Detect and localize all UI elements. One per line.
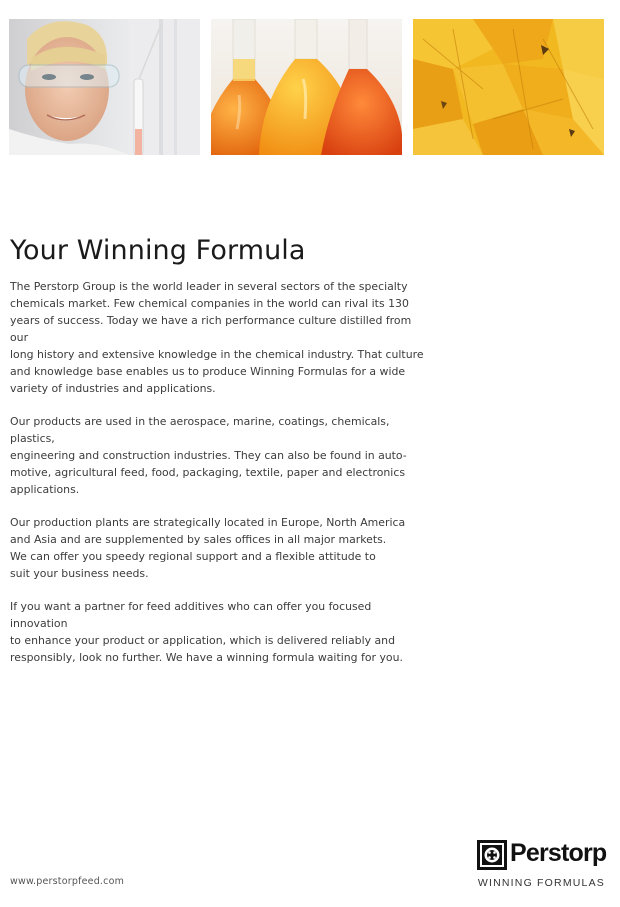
paragraph-production: Our production plants are strategically located in Europe, North America and Asia and are supplemented by sales offices in all major markets. We can offer you speedy regional support and a flexible attitude to suit your business needs.	[10, 516, 406, 580]
lab-flasks-photo	[211, 19, 402, 155]
perstorp-logo	[477, 840, 605, 890]
paragraph-intro: The Perstorp Group is the world leader in several sectors of the specialty chemicals market. Few chemical companies in the world can rival its 130 years of success. Today we have a rich performance culture distilled from our long history and extensive knowledge in the chemical industry. That culture and knowledge base enables us to produce Winning Formulas for a wide variety of industries and applications.	[10, 280, 424, 395]
logo-tagline: WINNING FORMULAS	[477, 877, 605, 889]
logo-wordmark: Perstorp	[510, 839, 607, 867]
body-text	[10, 278, 430, 682]
page-title: Your Winning Formula	[10, 235, 306, 266]
scientist-photo	[9, 19, 200, 155]
perstorp-mark-icon	[477, 840, 507, 870]
paragraph-products: Our products are used in the aerospace, marine, coatings, chemicals, plastics, engineering and construction industries. They can also be found in auto- motive, agricultural feed, food, packaging, textile, paper and electronics applications.	[10, 415, 407, 496]
paragraph-partner: If you want a partner for feed additives who can offer you focused innovation to enhance your product or application, which is delivered reliably and responsibly, look no further. We have a winning formula waiting for you.	[10, 600, 403, 664]
autumn-leaves-photo	[413, 19, 604, 155]
footer-url[interactable]: www.perstorpfeed.com	[10, 876, 125, 887]
